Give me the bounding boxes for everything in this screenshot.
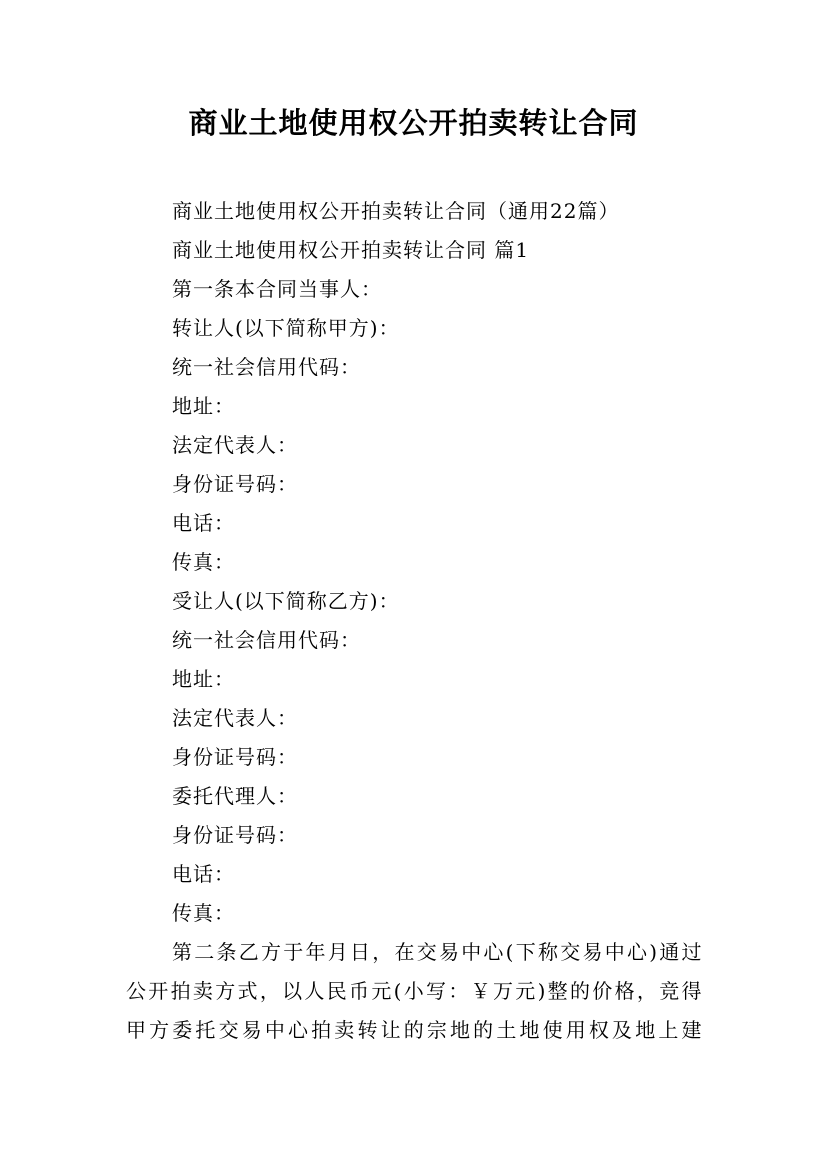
phone-label: 电话： — [172, 862, 235, 886]
phone-label: 电话： — [172, 511, 235, 535]
legal-representative-label: 法定代表人： — [172, 433, 298, 457]
address-label: 地址： — [172, 667, 235, 691]
agent-label: 委托代理人： — [172, 784, 298, 808]
address-label: 地址： — [172, 394, 235, 418]
id-number-label: 身份证号码： — [172, 472, 298, 496]
legal-representative-label: 法定代表人： — [172, 706, 298, 730]
document-title: 商业土地使用权公开拍卖转让合同 — [188, 106, 639, 140]
transferor-label: 转让人(以下简称甲方)： — [172, 316, 400, 340]
section-heading: 商业土地使用权公开拍卖转让合同 篇1 — [172, 238, 530, 262]
credit-code-label: 统一社会信用代码： — [172, 628, 361, 652]
paragraph-line: 公开拍卖方式，以人民币元(小写：￥万元)整的价格，竞得 — [126, 979, 702, 1003]
subtitle-line: 商业土地使用权公开拍卖转让合同（通用22篇） — [172, 199, 620, 223]
paragraph-line: 第二条乙方于年月日，在交易中心(下称交易中心)通过 — [172, 940, 702, 964]
paragraph-line: 甲方委托交易中心拍卖转让的宗地的土地使用权及地上建 — [126, 1018, 702, 1042]
clause-heading: 第一条本合同当事人： — [172, 277, 382, 301]
fax-label: 传真： — [172, 901, 235, 925]
transferee-label: 受让人(以下简称乙方)： — [172, 589, 400, 613]
id-number-label: 身份证号码： — [172, 745, 298, 769]
credit-code-label: 统一社会信用代码： — [172, 355, 361, 379]
id-number-label: 身份证号码： — [172, 823, 298, 847]
fax-label: 传真： — [172, 550, 235, 574]
